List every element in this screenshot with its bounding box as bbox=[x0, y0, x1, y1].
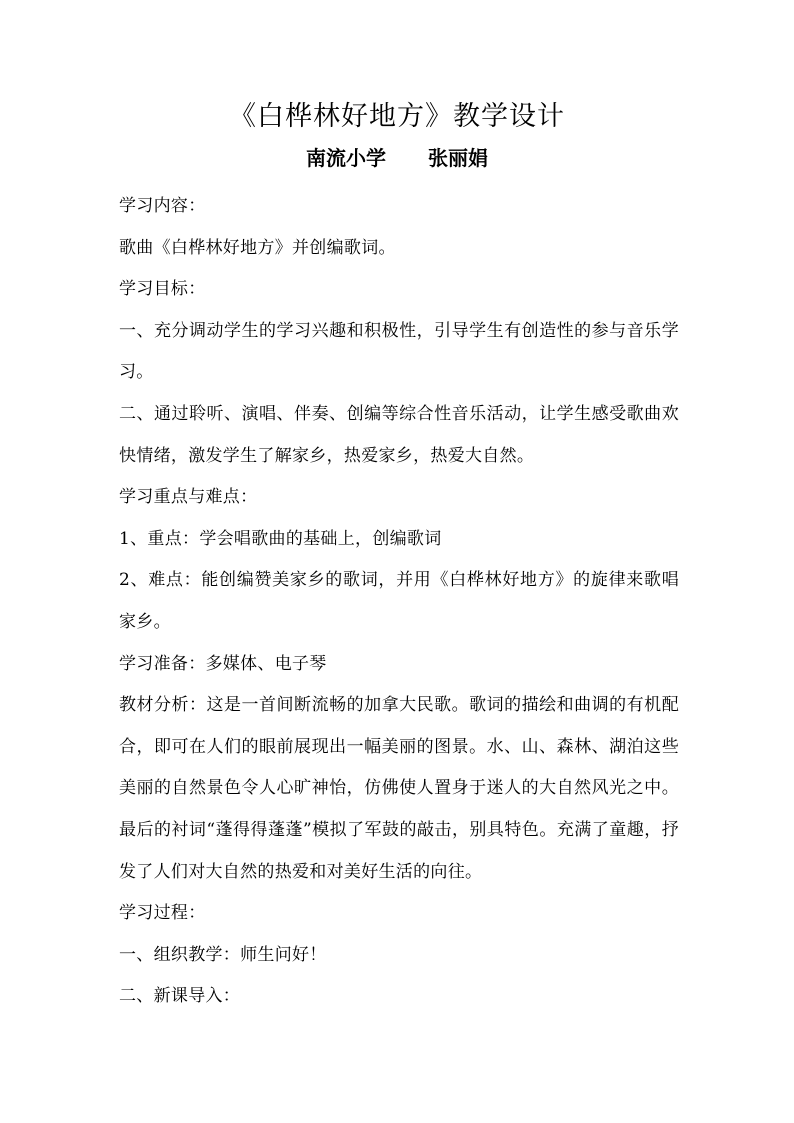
document-body bbox=[119, 186, 679, 1018]
paragraph-key-point: 1、重点：学会唱歌曲的基础上，创编歌词 bbox=[119, 528, 442, 549]
section-heading-key-points: 学习重点与难点： bbox=[119, 487, 258, 508]
section-heading-process: 学习过程： bbox=[119, 903, 206, 924]
paragraph-step-2: 二、新课导入： bbox=[119, 986, 241, 1007]
byline bbox=[0, 143, 794, 173]
paragraph-goal-2: 二、通过聆听、演唱、伴奏、创编等综合性音乐活动，让学生感受歌曲欢快情绪，激发学生了解家乡，热爱家乡，热爱大自然。 bbox=[119, 403, 679, 466]
section-heading-content: 学习内容： bbox=[119, 196, 206, 216]
section-heading-goals: 学习目标： bbox=[119, 279, 206, 300]
school-name: 南流小学 bbox=[306, 146, 386, 170]
author-name: 张丽娟 bbox=[428, 146, 488, 170]
document-title: 《白桦林好地方》教学设计 bbox=[229, 101, 565, 132]
paragraph-difficulty: 2、难点：能创编赞美家乡的歌词，并用《白桦林好地方》的旋律来歌唱家乡。 bbox=[119, 570, 679, 632]
paragraph-step-1: 一、组织教学：师生问好！ bbox=[119, 944, 327, 965]
paragraph-content: 歌曲《白桦林好地方》并创编歌词。 bbox=[119, 237, 396, 258]
paragraph-preparation: 学习准备：多媒体、电子琴 bbox=[119, 653, 327, 674]
paragraph-analysis: 教材分析：这是一首间断流畅的加拿大民歌。歌词的描绘和曲调的有机配合，即可在人们的眼前展现出一幅美丽的图景。水、山、森林、湖泊这些美丽的自然景色令人心旷神怡，仿佛使人置身于迷人的大自然风光之中。最后的衬词“蓬得得蓬蓬”模拟了军鼓的敲击，别具特色。充满了童趣，抒发了人们对大自然的热爱和对美好生活的向往。 bbox=[119, 695, 679, 882]
paragraph-goal-1: 一、充分调动学生的学习兴趣和积极性，引导学生有创造性的参与音乐学习。 bbox=[119, 320, 679, 383]
